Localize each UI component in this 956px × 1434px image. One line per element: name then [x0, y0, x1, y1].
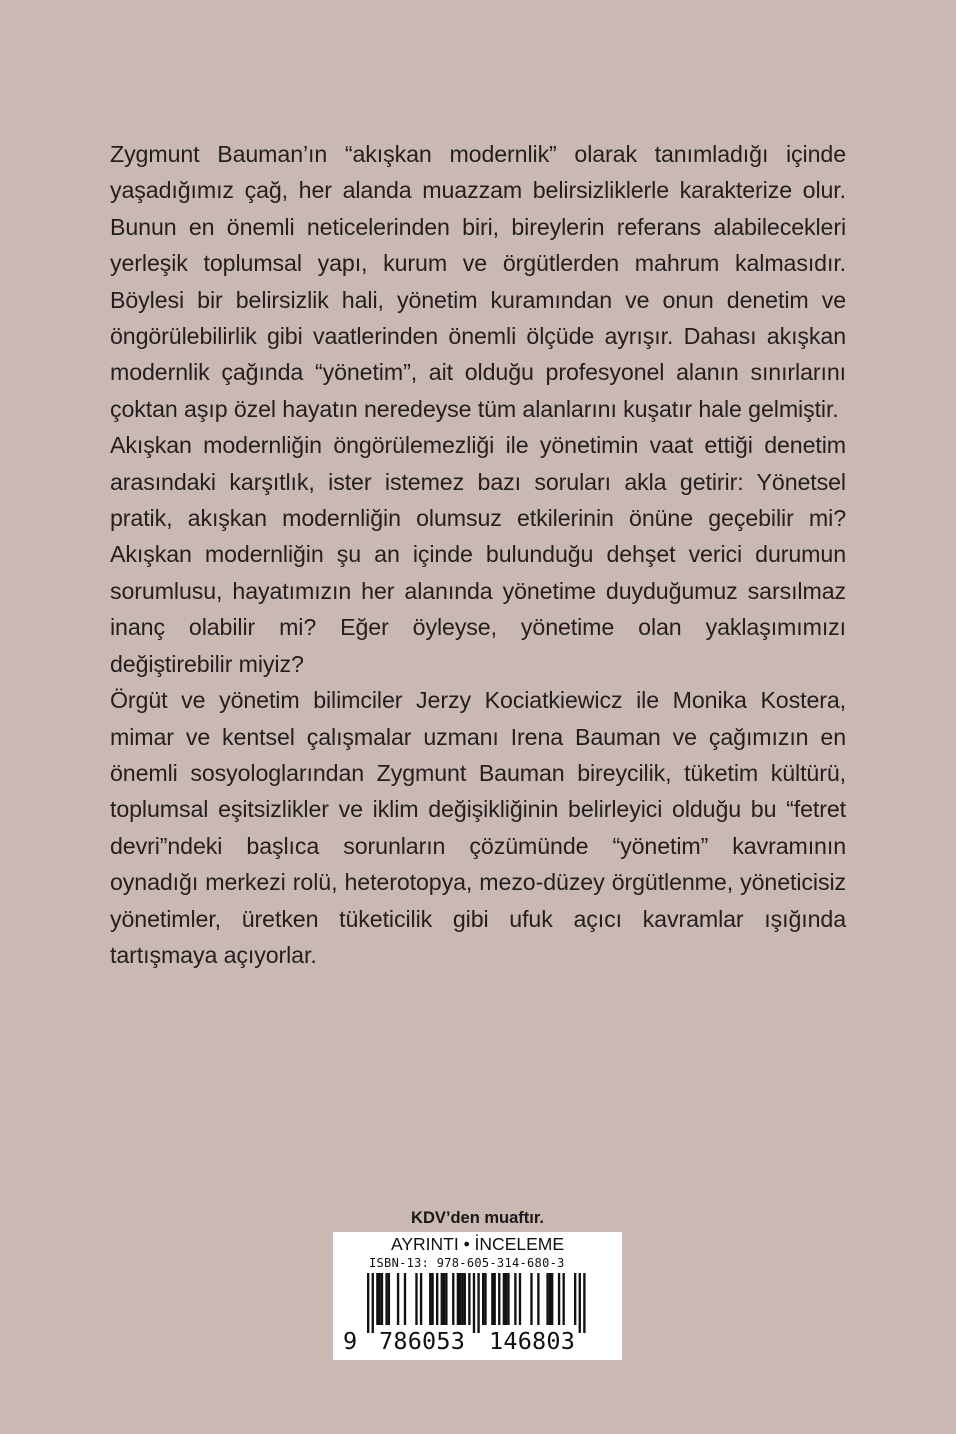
- barcode-bar: [415, 1273, 417, 1325]
- barcode-bar: [452, 1273, 454, 1325]
- barcode-guard-bar: [583, 1273, 585, 1333]
- barcode-bar: [507, 1273, 509, 1325]
- barcode-first-digit: 9: [343, 1327, 358, 1355]
- back-cover-blurb: [110, 136, 846, 973]
- barcode-bar: [397, 1273, 399, 1325]
- barcode-left-digits: 786053: [379, 1327, 466, 1355]
- barcode-guard-bar: [367, 1273, 369, 1333]
- barcode-right-digits: 146803: [489, 1327, 576, 1355]
- barcode-bar: [574, 1273, 576, 1325]
- barcode-bar: [436, 1273, 438, 1325]
- barcode-guard-bar: [579, 1273, 581, 1333]
- barcode-bar: [441, 1273, 443, 1325]
- isbn-text: ISBN-13: 978-605-314-680-3: [369, 1256, 565, 1270]
- barcode-bar: [459, 1273, 461, 1325]
- barcode-bar: [482, 1273, 484, 1325]
- barcode-bar: [379, 1273, 381, 1325]
- barcode-bar: [551, 1273, 553, 1325]
- barcode-bar: [388, 1273, 390, 1325]
- barcode-bar: [505, 1273, 507, 1325]
- barcode-bar: [494, 1273, 496, 1325]
- publisher-series-line: AYRINTI • İNCELEME: [390, 1234, 565, 1254]
- barcode-bar: [484, 1273, 486, 1325]
- barcode-bar: [420, 1273, 422, 1325]
- barcode-bar: [537, 1273, 539, 1325]
- barcode-guard-bar: [473, 1273, 475, 1333]
- barcode-bar: [431, 1273, 433, 1325]
- barcode-bar: [519, 1273, 521, 1325]
- barcode-guard-bar: [372, 1273, 374, 1333]
- barcode-bar: [376, 1273, 378, 1325]
- barcode-bar: [558, 1273, 560, 1325]
- barcode-bar: [429, 1273, 431, 1325]
- barcode-bar: [549, 1273, 551, 1325]
- barcode-bar: [563, 1273, 565, 1325]
- barcode-bar: [461, 1273, 463, 1325]
- tax-exemption-note: KDV’den muaftır.: [411, 1209, 544, 1227]
- barcode-bar: [381, 1273, 383, 1325]
- barcode-bar: [443, 1273, 445, 1325]
- barcode-bar: [385, 1273, 387, 1325]
- barcode-bar: [514, 1273, 516, 1325]
- barcode-bar: [464, 1273, 466, 1325]
- isbn-barcode-label: [333, 1232, 622, 1360]
- barcode-bar: [491, 1273, 493, 1325]
- blurb-paragraph-3: Örgüt ve yönetim bilimciler Jerzy Kociatkiewicz ile Monika Kostera, mimar ve kentsel çalışmalar uzmanı Irena Bauman ve çağımızın en önemli sosyologlarından Zygmunt Bauman bireycilik, tüketim kültürü, toplumsal eşitsizlikler ve iklim değişikliğinin belirleyici olduğu bu “fetret devri”ndeki başlıca sorunların çözümünde “yönetim” kavramının oynadığı merkezi rolü, heterotopya, mezo-düzey örgütlenme, yöneticisiz yönetimler, üretken tüketicilik gibi ufuk açıcı kavramlar ışığında tartışmaya açıyorlar.: [110, 687, 846, 968]
- barcode-bars: [367, 1273, 589, 1333]
- barcode-bar: [530, 1273, 532, 1325]
- barcode-bar: [404, 1273, 406, 1325]
- barcode-bar: [503, 1273, 505, 1325]
- barcode-bar: [445, 1273, 447, 1325]
- barcode-guard-bar: [477, 1273, 479, 1333]
- barcode-bar: [546, 1273, 548, 1325]
- barcode-bar: [468, 1273, 470, 1325]
- barcode-bar: [498, 1273, 500, 1325]
- blurb-paragraph-2: Akışkan modernliğin öngörülemezliği ile yönetimin vaat ettiği denetim arasındaki karşıtlık, ister istemez bazı soruları akla getirir: Yönetsel pratik, akışkan modernliğin olumsuz etkilerinin önüne geçebilir mi? Akışkan modernliğin şu an içinde bulunduğu dehşet verici durumun sorumlusu, hayatımızın her alanında yönetime duyduğumuz sarsılmaz inanç olabilir mi? Eğer öyleyse, yönetime olan yaklaşımımızı değiştirebilir miyiz?: [110, 432, 846, 677]
- barcode-bar: [457, 1273, 459, 1325]
- blurb-paragraph-1: Zygmunt Bauman’ın “akışkan modernlik” olarak tanımladığı içinde yaşadığımız çağ, her alanda muazzam belirsizliklerle karakterize olur. Bunun en önemli neticelerinden biri, bireylerin referans alabilecekleri yerleşik toplumsal yapı, kurum ve örgütlerden mahrum kalmasıdır. Böylesi bir belirsizlik hali, yönetim kuramından ve onun denetim ve öngörülebilirlik gibi vaatlerinden önemli ölçüde ayrışır. Dahası akışkan modernlik çağında “yönetim”, ait olduğu profesyonel alanın sınırlarını çoktan aşıp özel hayatın neredeyse tüm alanlarını kuşatır hale gelmiştir.: [110, 141, 846, 422]
